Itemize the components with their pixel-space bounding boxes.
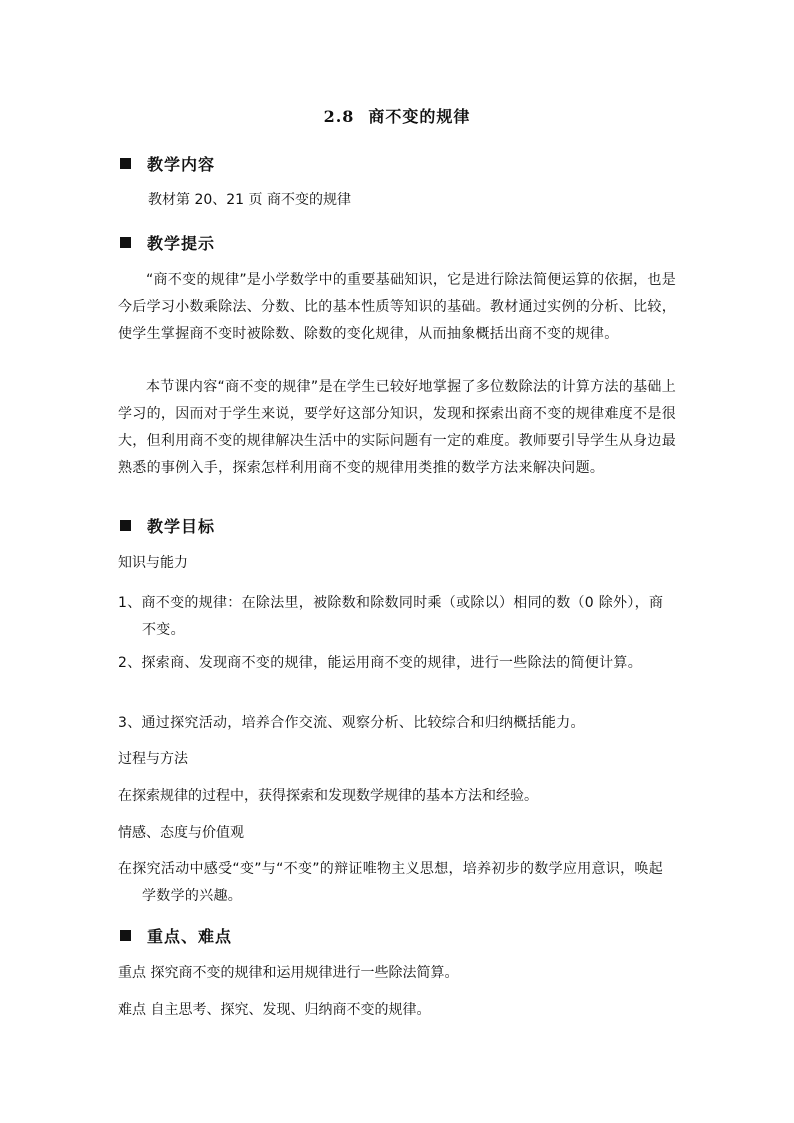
key-point-text: 重点 探究商不变的规律和运用规律进行一些除法简算。 xyxy=(118,965,459,981)
hints-paragraph-2: 本节课内容“商不变的规律”是在学生已较好地掌握了多位数除法的计算方法的基础上学习的，因而对于学生来说，要学好这部分知识，发现和探索出商不变的规律难度不是很大，但利用商不变的规律解决生活中的实际问题有一定的难度。教师要引导学生从身边最熟悉的事例入手，探索怎样利用商不变的规律用类推的数学方法来解决问题。 xyxy=(118,379,676,476)
emotion-label: 情感、态度与价值观 xyxy=(118,825,244,841)
difficulty-text: 难点 自主思考、探究、发现、归纳商不变的规律。 xyxy=(118,1002,431,1018)
goal-item-1: 1、商不变的规律：在除法里，被除数和除数同时乘（或除以）相同的数（0 除外），商不变。 xyxy=(118,595,664,638)
process-label: 过程与方法 xyxy=(118,751,188,767)
section-heading-content xyxy=(120,152,215,175)
process-text: 在探索规律的过程中，获得探索和发现数学规律的基本方法和经验。 xyxy=(118,788,538,804)
title-text: 商不变的规律 xyxy=(368,107,471,126)
goal-item-2: 2、探索商、发现商不变的规律，能运用商不变的规律，进行一些除法的简便计算。 xyxy=(118,655,643,671)
section-heading-text: 教学内容 xyxy=(147,155,216,174)
square-bullet-icon xyxy=(120,158,131,169)
hints-paragraph-1: “商不变的规律”是小学数学中的重要基础知识，它是进行除法简便运算的依据，也是今后学习小数乘除法、分数、比的基本性质等知识的基础。教材通过实例的分析、比较，使学生掌握商不变时被除数、除数的变化规律，从而抽象概括出商不变的规律。 xyxy=(118,272,676,342)
section-heading-text: 教学提示 xyxy=(147,234,216,253)
section-heading-goals xyxy=(120,514,215,537)
goal-item-3: 3、通过探究活动，培养合作交流、观察分析、比较综合和归纳概括能力。 xyxy=(118,715,585,731)
content-text: 教材第 20、21 页 商不变的规律 xyxy=(148,192,351,208)
section-heading-text: 重点、难点 xyxy=(147,927,233,946)
knowledge-label: 知识与能力 xyxy=(118,555,188,571)
title-number: 2.8 xyxy=(323,107,355,126)
square-bullet-icon xyxy=(120,930,131,941)
section-heading-hints xyxy=(120,231,215,254)
emotion-text: 在探究活动中感受“变”与“不变”的辩证唯物主义思想，培养初步的数学应用意识，唤起学数学的兴趣。 xyxy=(118,861,664,904)
section-heading-text: 教学目标 xyxy=(147,517,216,536)
square-bullet-icon xyxy=(120,237,131,248)
page-title xyxy=(0,104,794,127)
square-bullet-icon xyxy=(120,520,131,531)
section-heading-key xyxy=(120,924,232,947)
